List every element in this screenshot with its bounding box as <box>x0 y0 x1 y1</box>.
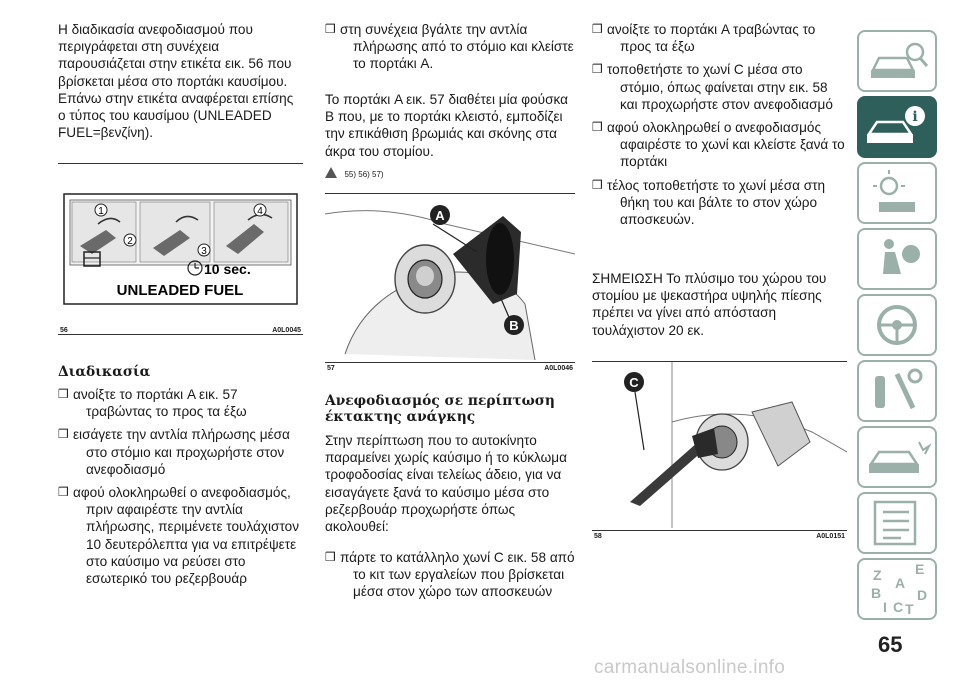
callout-a <box>430 205 450 225</box>
index-letter: B <box>871 585 882 601</box>
car-info-icon <box>859 98 935 156</box>
flap-paragraph: Το πορτάκι A εικ. 57 διαθέτει μία φούσκα B που, με το πορτάκι κλειστό, εμποδίζει την επικάθιση βρωμιάς και σκόνης στα άκρα του στομίου. <box>325 92 568 159</box>
list-item: ❒ αφού ολοκληρωθεί ο ανεφοδιασμός, πριν αφαιρέστε την αντλία πλήρωσης, περιμένετε τουλάχιστον 10 δευτερόλεπτα για να επιτρέψετε στο καύσιμο να ρεύσει στο εσωτερικό του ρεζερβουάρ <box>58 485 299 587</box>
index-letter: D <box>917 587 928 603</box>
tab-car-info[interactable] <box>857 96 937 158</box>
timer-text: 10 sec. <box>204 261 251 277</box>
emergency-heading: Ανεφοδιασμός σε περίπτωση έκτακτης ανάγκης <box>325 393 555 425</box>
alphabet-index-icon <box>859 560 935 618</box>
list-item: ❒ στη συνέχεια βγάλτε την αντλία πλήρωσης από το στόμιο και κλείστε το πορτάκι A. <box>325 22 574 72</box>
svg-text:3: 3 <box>201 246 207 257</box>
figure-57 <box>325 193 575 372</box>
svg-text:A: A <box>435 208 445 223</box>
list-item: ❒ ανοίξτε το πορτάκι A τραβώντας το προς τα έξω <box>592 22 816 55</box>
list-item: ❒ ανοίξτε το πορτάκι A εικ. 57 τραβώντας το προς τα έξω <box>58 387 247 420</box>
tools-icon <box>859 362 935 420</box>
fuel-label-illustration <box>58 164 303 334</box>
airbag-person-icon <box>859 230 935 288</box>
checklist-icon <box>859 494 935 552</box>
list-item: ❒ αφού ολοκληρωθεί ο ανεφοδιασμός αφαιρέστε το χωνί και κλείστε ξανά το πορτάκι <box>592 120 845 170</box>
list-item: ❒ τοποθετήστε το χωνί C μέσα στο στόμιο, όπως φαίνεται στην εικ. 58 και προχωρήστε στον ανεφοδιασμό <box>592 62 833 112</box>
tab-airbag-person[interactable] <box>857 228 937 290</box>
figure-number: 56 <box>60 327 68 334</box>
index-letter: E <box>915 561 925 577</box>
list-item: ❒ πάρτε το κατάλληλο χωνί C εικ. 58 από το κιτ των εργαλείων που βρίσκεται μέσα στον χώρο των αποσκευών <box>325 550 575 600</box>
bullet-box-icon: ❒ <box>592 120 603 135</box>
watermark: carmanualsonline.info <box>594 657 786 678</box>
emergency-steps-continued <box>592 21 847 234</box>
index-letter: T <box>905 601 914 617</box>
tab-checklist[interactable] <box>857 492 937 554</box>
figure-code: A0L0045 <box>272 327 301 334</box>
car-crash-icon <box>859 428 935 486</box>
list-item: ❒ εισάγετε την αντλία πλήρωσης μέσα στο στόμιο και προχωρήστε στον ανεφοδιασμό <box>58 427 290 477</box>
callout-b <box>504 315 524 335</box>
figure-number: 57 <box>327 365 335 372</box>
funnel-illustration <box>592 362 847 530</box>
unleaded-fuel-label: UNLEADED FUEL <box>116 282 244 299</box>
bullet-box-icon: ❒ <box>592 62 603 77</box>
bullet-box-icon: ❒ <box>58 427 69 442</box>
bullet-box-icon: ❒ <box>592 177 603 192</box>
car-search-icon <box>859 32 935 90</box>
tab-dashboard-lights[interactable] <box>857 162 937 224</box>
steering-wheel-icon <box>859 296 935 354</box>
index-letter: Z <box>873 567 882 583</box>
figure-code: A0L0151 <box>816 533 845 540</box>
tab-car-crash[interactable] <box>857 426 937 488</box>
svg-text:1: 1 <box>98 206 104 217</box>
fuel-flap-illustration <box>325 194 575 362</box>
bullet-box-icon: ❒ <box>325 550 336 564</box>
figure-number: 58 <box>594 533 602 540</box>
tab-steering-wheel[interactable] <box>857 294 937 356</box>
figure-58 <box>592 361 847 540</box>
procedure-heading: Διαδικασία <box>58 364 151 380</box>
tab-car-search[interactable] <box>857 30 937 92</box>
bullet-box-icon: ❒ <box>325 22 336 36</box>
tab-alphabet-index[interactable] <box>857 558 937 620</box>
index-letter: C <box>893 599 904 615</box>
intro-paragraph: Η διαδικασία ανεφοδιασμού που περιγράφεται στη συνέχεια παρουσιάζεται στην ετικέτα εικ. 56 που βρίσκεται μέσα στο πορτάκι καυσίμου. Επάνω στην ετικέτα αναφέρεται επίσης ο τύπος του καυσίμου (UNLEADED FUEL=βενζίνη). <box>58 22 294 141</box>
warning-triangle-icon <box>325 167 337 178</box>
svg-text:C: C <box>629 375 639 390</box>
figure-code: A0L0046 <box>544 365 573 372</box>
svg-text:i: i <box>912 109 918 125</box>
steps-continued <box>325 21 575 79</box>
bullet-box-icon: ❒ <box>592 22 603 36</box>
warning-refs: 55) 56) 57) <box>325 164 384 182</box>
svg-text:B: B <box>509 318 519 333</box>
note-paragraph: ΣΗΜΕΙΩΣΗ Το πλύσιμο του χώρου του στομίου με ψεκαστήρα υψηλής πίεσης πρέπει να γίνει από απόσταση τουλάχιστον 20 εκ. <box>592 271 827 338</box>
svg-text:2: 2 <box>127 236 133 247</box>
tab-tools[interactable] <box>857 360 937 422</box>
emergency-paragraph: Στην περίπτωση που το αυτοκίνητο παραμείνει χωρίς καύσιμο ή το κύκλωμα τροφοδοσίας είναι τελείως άδειο, για να εισαγάγετε ξανά το καύσιμο μέσα στο ρεζερβουάρ προχωρήστε όπως ακολουθεί: <box>325 433 567 535</box>
index-letter: I <box>883 599 887 615</box>
figure-56 <box>58 163 303 335</box>
page-number: 65 <box>878 632 903 657</box>
bullet-box-icon: ❒ <box>58 485 69 500</box>
svg-text:4: 4 <box>257 206 263 217</box>
callout-c <box>624 372 644 392</box>
dashboard-lights-icon <box>859 164 935 222</box>
emergency-steps <box>325 549 575 607</box>
procedure-steps <box>58 386 303 593</box>
list-item: ❒ τέλος τοποθετήστε το χωνί μέσα στη θήκη του και βάλτε το στον χώρο αποσκευών. <box>592 177 826 228</box>
bullet-box-icon: ❒ <box>58 387 69 401</box>
index-letter: A <box>895 575 906 591</box>
